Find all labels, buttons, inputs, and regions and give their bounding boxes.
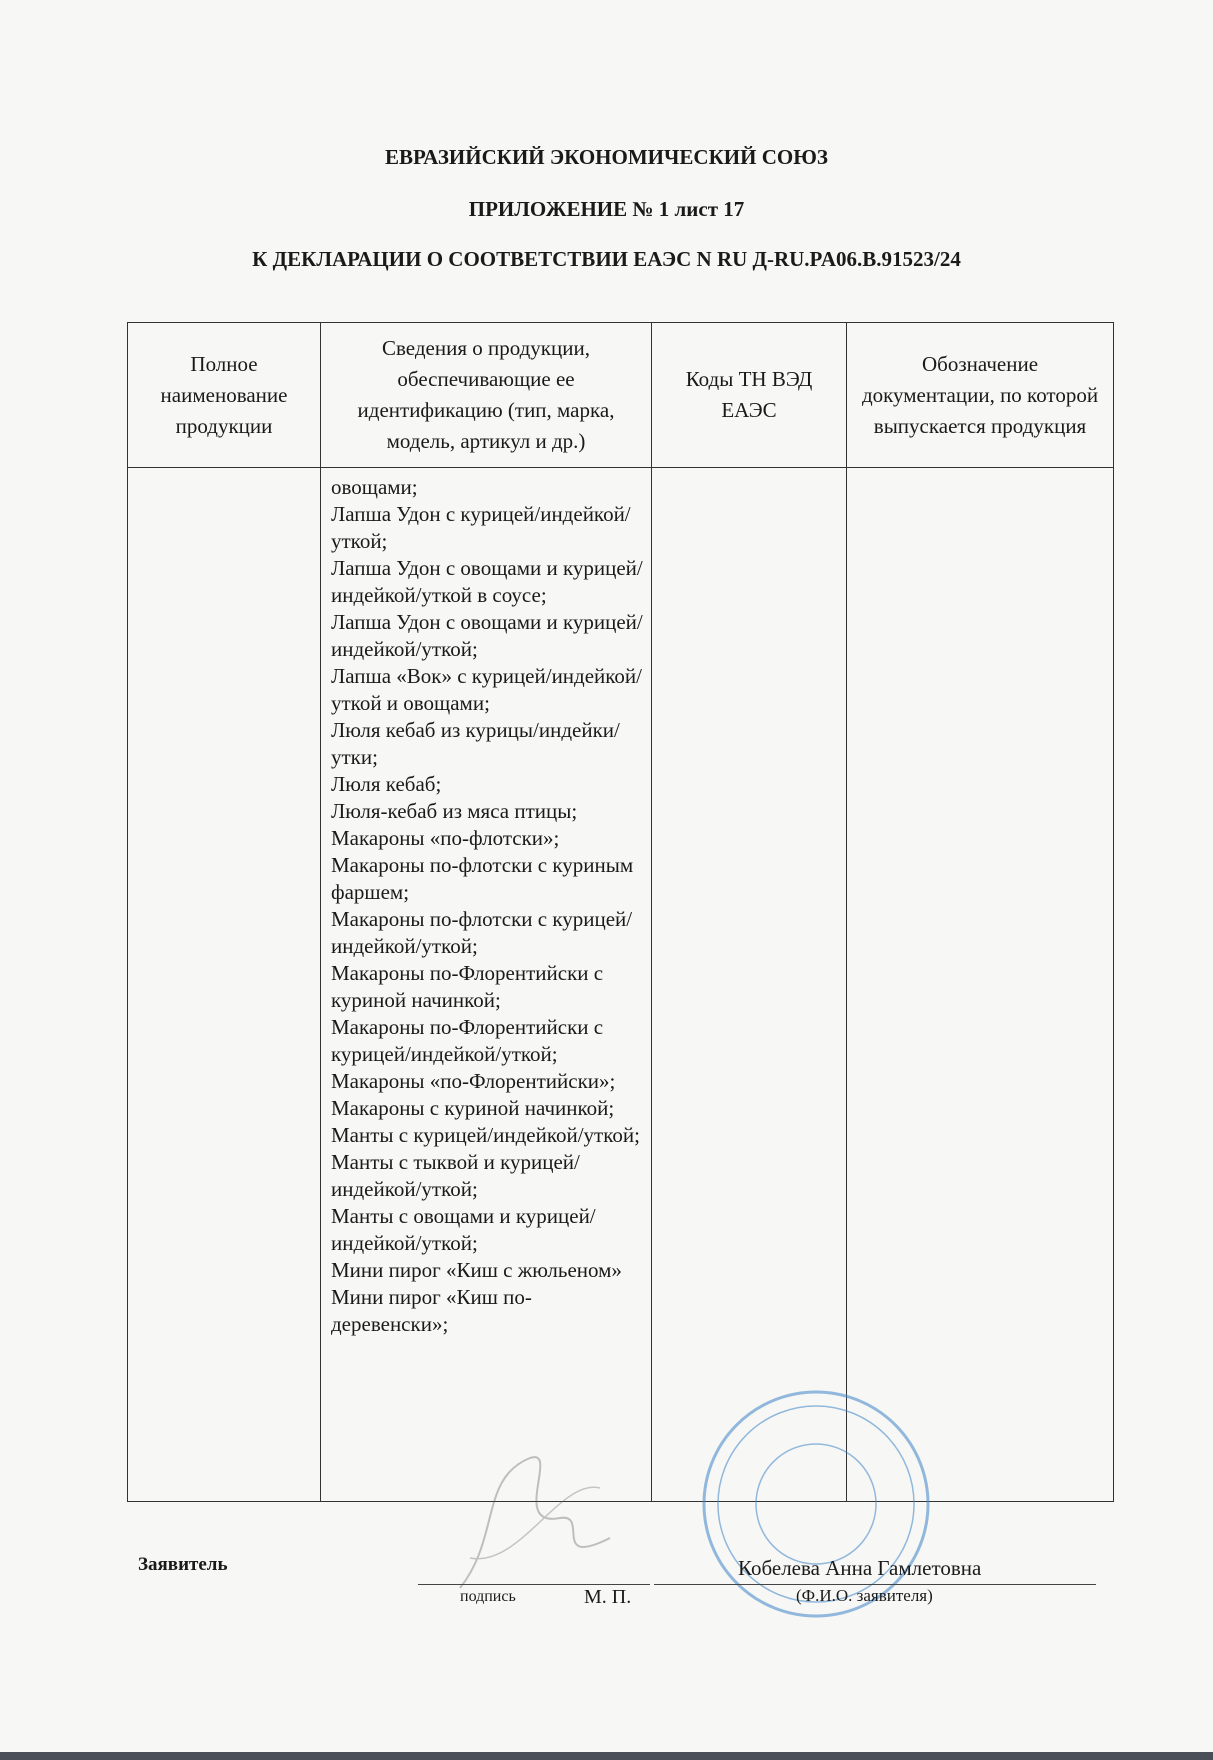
list-item: Манты с курицей/индейкой/уткой; xyxy=(331,1123,640,1147)
signature-caption: подпись xyxy=(460,1588,516,1605)
column-header-product-info: Сведения о продукции, обеспечивающие ее идентификацию (тип, марка, модель, артикул и др.) xyxy=(321,323,652,468)
table-row xyxy=(128,468,1114,1502)
appendix-title: ПРИЛОЖЕНИЕ № 1 лист 17 xyxy=(468,197,745,221)
cell-product-name xyxy=(128,468,321,1502)
list-item: Макароны по-флотски с куриным фаршем; xyxy=(331,853,634,904)
list-item: Макароны с куриной начинкой; xyxy=(331,1096,615,1120)
list-item: Лапша «Вок» с курицей/индейкой/уткой и овощами; xyxy=(331,664,643,715)
list-item: Мини пирог «Киш с жюльеном» xyxy=(331,1258,622,1282)
cell-product-info xyxy=(321,468,652,1502)
list-item: Лапша Удон с овощами и курицей/индейкой/уткой; xyxy=(331,610,643,661)
list-item: Макароны «по-флотски»; xyxy=(331,826,560,850)
list-item: Макароны по-флотски с курицей/индейкой/уткой; xyxy=(331,907,633,958)
product-items-list xyxy=(331,474,647,1338)
table-header-row xyxy=(128,323,1114,468)
list-item: Мини пирог «Киш по-деревенски»; xyxy=(331,1285,532,1336)
list-item: овощами; xyxy=(331,475,418,499)
signature-line xyxy=(418,1584,650,1585)
list-item: Макароны по-Флорентийски с курицей/индейкой/уткой; xyxy=(331,1015,604,1066)
list-item: Манты с тыквой и курицей/индейкой/уткой; xyxy=(331,1150,580,1201)
list-item: Манты с овощами и курицей/индейкой/уткой; xyxy=(331,1204,596,1255)
list-item: Макароны «по-Флорентийски»; xyxy=(331,1069,616,1093)
applicant-name: Кобелева Анна Гамлетовна xyxy=(738,1556,982,1580)
column-header-product-name: Полное наименование продукции xyxy=(128,323,321,468)
list-item: Люля кебаб из курицы/индейки/утки; xyxy=(331,718,620,769)
declaration-number-title: К ДЕКЛАРАЦИИ О СООТВЕТСТВИИ ЕАЭС N RU Д-RU.PA06.B.91523/24 xyxy=(252,247,961,271)
seal-place-label: М. П. xyxy=(584,1586,632,1608)
name-line xyxy=(654,1584,1096,1585)
scan-bottom-edge xyxy=(0,1752,1213,1760)
applicant-label: Заявитель xyxy=(138,1554,228,1575)
products-table xyxy=(127,322,1114,1502)
union-title: ЕВРАЗИЙСКИЙ ЭКОНОМИЧЕСКИЙ СОЮЗ xyxy=(385,145,828,169)
cell-tn-ved-codes xyxy=(652,468,847,1502)
column-header-tn-ved-codes: Коды ТН ВЭД ЕАЭС xyxy=(652,323,847,468)
cell-documentation xyxy=(847,468,1114,1502)
fio-caption: (Ф.И.О. заявителя) xyxy=(796,1586,933,1605)
list-item: Люля-кебаб из мяса птицы; xyxy=(331,799,578,823)
list-item: Лапша Удон с курицей/индейкой/уткой; xyxy=(331,502,631,553)
list-item: Люля кебаб; xyxy=(331,772,442,796)
column-header-documentation: Обозначение документации, по которой выпускается продукция xyxy=(847,323,1114,468)
list-item: Лапша Удон с овощами и курицей/индейкой/уткой в соусе; xyxy=(331,556,643,607)
list-item: Макароны по-Флорентийски с куриной начинкой; xyxy=(331,961,604,1012)
